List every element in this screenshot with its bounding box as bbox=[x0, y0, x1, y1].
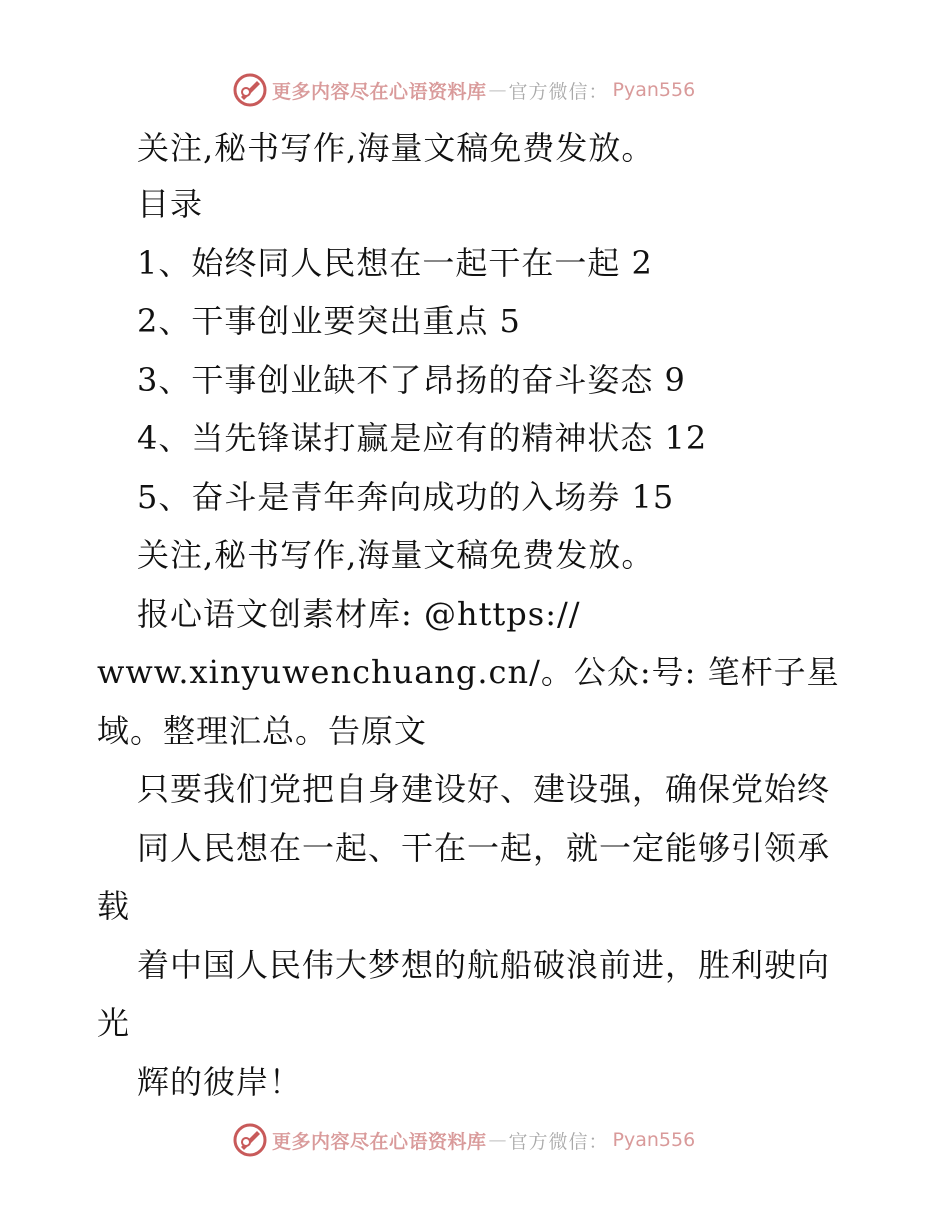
body-line: 着中国人民伟大梦想的航船破浪前进，胜利驶向 bbox=[137, 946, 831, 984]
watermark-wechat-label: 官方微信： bbox=[508, 80, 609, 103]
body-line: 只要我们党把自身建设好、建设强，确保党始终 bbox=[137, 770, 831, 808]
pen-logo-icon bbox=[232, 1122, 268, 1158]
toc-item: 4、当先锋谋打赢是应有的精神状态 12 bbox=[137, 419, 708, 457]
toc-heading: 目录 bbox=[137, 185, 204, 223]
watermark-slogan: 更多内容尽在心语资料库 bbox=[272, 1130, 487, 1153]
body-line: 同人民想在一起、干在一起，就一定能够引领承 bbox=[137, 829, 831, 867]
toc-item: 3、干事创业缺不了昂扬的奋斗姿态 9 bbox=[137, 361, 686, 399]
watermark-dash: — bbox=[488, 1129, 507, 1151]
body-line: 域。整理汇总。告原文 bbox=[97, 712, 428, 750]
watermark-dash: — bbox=[488, 79, 507, 101]
header-watermark bbox=[232, 70, 695, 110]
body-line: www.xinyuwenchuang.cn/。公众:号: 笔杆子星 bbox=[97, 653, 840, 691]
notice-line: 关注,秘书写作,海量文稿免费发放。 bbox=[137, 536, 655, 574]
notice-line: 关注,秘书写作,海量文稿免费发放。 bbox=[137, 129, 655, 167]
toc-item: 5、奋斗是青年奔向成功的入场券 15 bbox=[137, 478, 675, 516]
toc-item: 1、始终同人民想在一起干在一起 2 bbox=[137, 244, 653, 282]
watermark-wechat-label: 官方微信： bbox=[508, 1130, 609, 1153]
watermark-wechat-id: Pyan556 bbox=[612, 79, 696, 101]
footer-watermark bbox=[232, 1120, 695, 1160]
body-line: 报心语文创素材库: @https:// bbox=[137, 595, 581, 633]
pen-logo-icon bbox=[232, 72, 268, 108]
watermark-slogan: 更多内容尽在心语资料库 bbox=[272, 80, 487, 103]
body-line: 载 bbox=[97, 887, 131, 925]
body-line: 光 bbox=[97, 1004, 131, 1042]
watermark-wechat-id: Pyan556 bbox=[612, 1129, 696, 1151]
body-line: 辉的彼岸！ bbox=[137, 1063, 303, 1101]
toc-item: 2、干事创业要突出重点 5 bbox=[137, 302, 521, 340]
